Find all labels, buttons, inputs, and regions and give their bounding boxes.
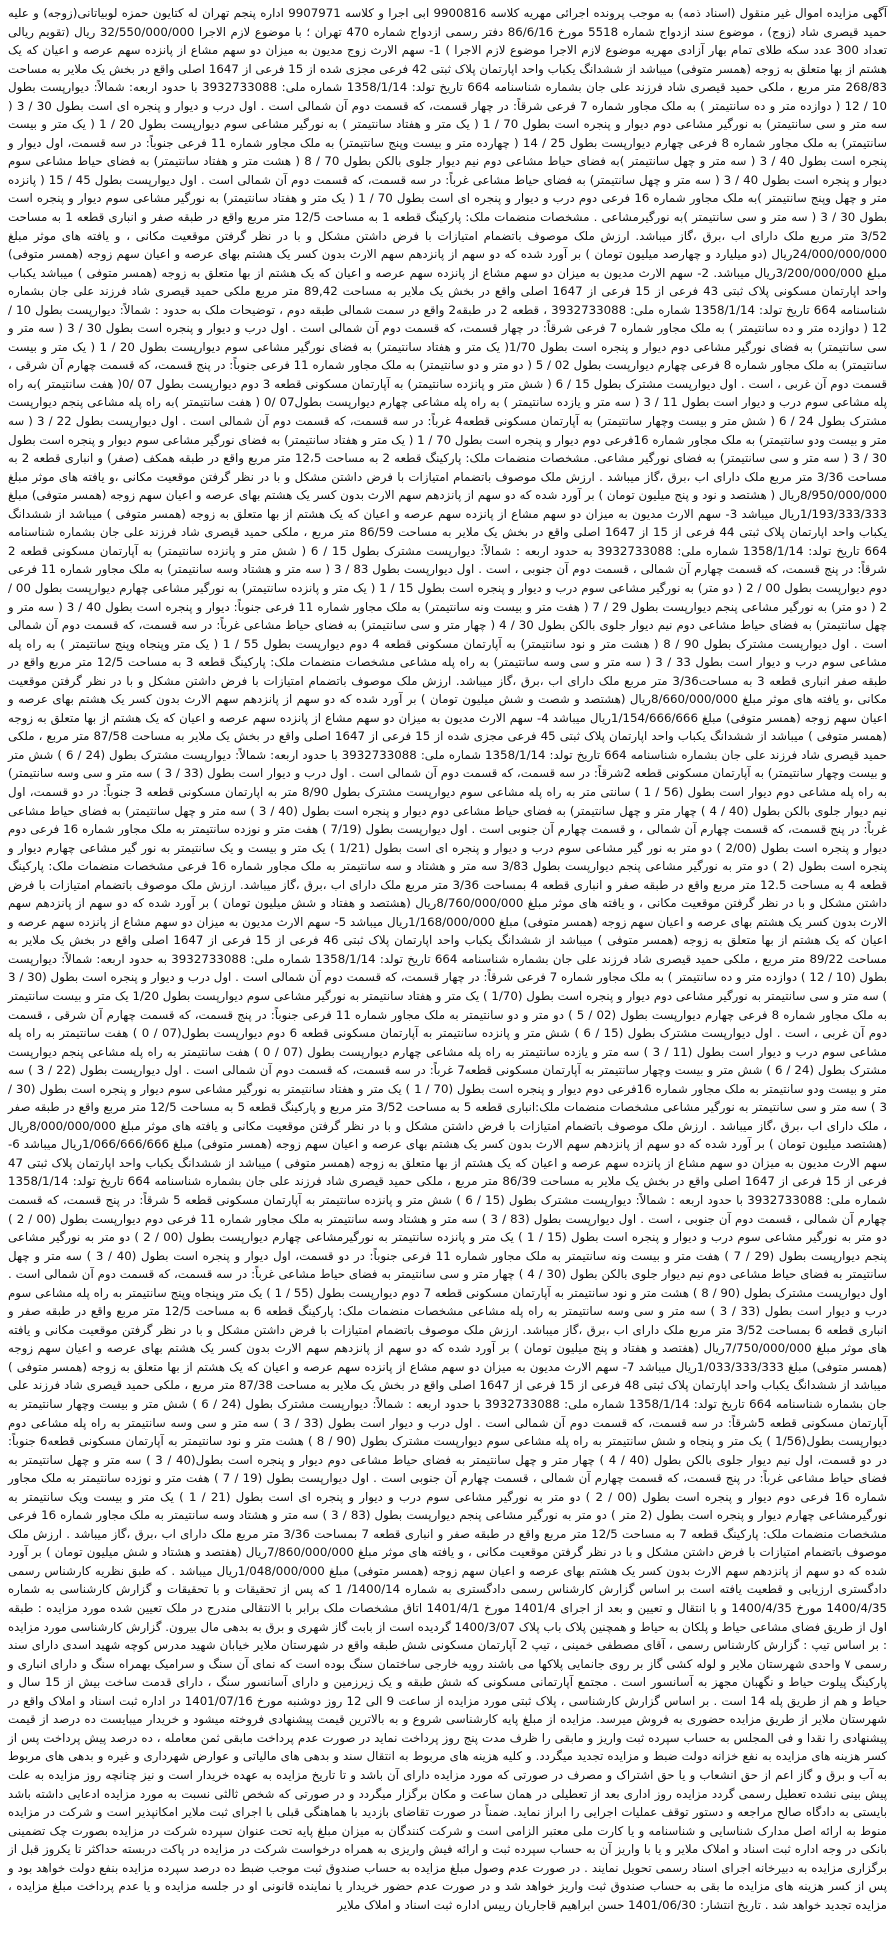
- auction-notice-body: [8, 4, 887, 1914]
- notice-paragraph-main: آگهی مزایده اموال غیر منقول (اسناد ذمه) به موجب پرونده اجرائی مهریه کلاسه 9900816 ابی اجرا و کلاسه 9907971 اداره پنجم تهران له کتایون حمزه لوبیاتانی(زوجه) و علیه حمید قیصری شاد (زوج) ، موضوع سند ازدواج شماره 5518 مورخ 86/6/16 دفتر رسمی ازدواج شماره 470 تهران ؛ با موضوع لازم الاجرا 32/550/000/000 ریال (تقویم ریالی تعداد 300 عدد سکه طلای تمام بهار آزادی مهریه موضوع لازم الاجرا موضوع لازم الاجرا ) 1- سهم الارث زوج مدیون به میزان دو سهم مشاع از پانزده سهم عرصه و اعیان که یک هشتم از بها متعلق به زوجه (همسر متوفی) میباشد از ششدانگ یکباب واحد اپارتمان پلاک ثبتی 42 فرعی مجزی شده از 15 فرعی از 1647 اصلی واقع در بخش یک ملایر به مساحت 268/83 متر مربع ، ملکی حمید قیصری شاد فرزند علی جان بشماره شناسنامه 664 تاریخ تولد: 1358/1/14 شماره ملی: 3932733088 با حدود اربعه: شمالاً: دیوارپست بطول 10 / 12 ( دوازده متر و ده سانتیمتر ) به ملک مجاور شماره 7 فرعی شرقاً: در چهار قسمت، که قسمت دوم آن شمالی است . اول درب و دیوار و پنجره ای است بطول 30 / 3 ( سه متر و سی سانتیمتر) به نورگیر مشاعی دوم دیوار و پنجره است بطول 70 / 1 ( یک متر و هفتاد سانتیمتر ) به نورگیر مشاعی سوم دیوارپست بطول 20 / 1 ( یک متر و بیست سانتیمتر) به ملک مجاور شماره 8 فرعی چهارم دیوارپست بطول 25 / 14 ( چهارده متر و بیست وپنج سانتیمتر) به ملک مجاور شماره 11 فرعی جنوباً: در سه قسمت، اول دیوار و پنجره است بطول 40 / 3 ( سه متر و چهل سانتیمتر )به فضای حیاط مشاعی دوم نیم دیوار جلوی بالکن بطول 70 / 8 ( هشت متر و هفتاد سانتیمتر) به فضای حیاط مشاعی سوم دیوار و پنجره است بطول 40 / 3 ( سه متر و چهل سانتیمتر) به فضای حیاط مشاعی غرباً: در سه قسمت، که قسمت دوم آن شمالی است . اول دیوارپست بطول 45 / 15 ( پانزده متر و چهل وپنج سانتیمتر )به ملک مجاور شماره 16 فرعی دوم درب و دیوار و پنجره ای است بطول 70 / 1 ( یک متر و هفتاد سانتیمتر) به نورگیر مشاعی سوم دیوار و پنجره است بطول 30 / 3 ( سه متر و سی سانتیمتر )به نورگیرمشاعی . مشخصات منضمات ملک: پارکینگ قطعه 1 به مساحت 12/5 متر مربع واقع در طبقه صفر و انباری قطعه 1 به مساحت 3/52 متر مربع ملک دارای اب ،برق ،گاز میباشد. ارزش ملک موصوف باتضمام امتیازات با فرض داشتن مشکل و با در نظر گرفتن موقعیت مکانی ، و یافته های موثر مبلغ 24/000/000/000ریال (دو میلیارد و چهارصد میلیون تومان ) بر آورد شده که دو سهم از پانزدهم سهم الارث بدون کسر یک هشتم بهای عرصه و اعیان سهم زوجه (همسر متوفی) مبلغ 3/200/000/000ریال میباشد. 2- سهم الارث مدیون به میزان دو سهم مشاع از پانزده سهم عرصه و اعیان که یک هشتم از بها متعلق به زوجه (همسر متوفی ) میباشد یکباب واحد اپارتمان مسکونی پلاک ثبتی 43 فرعی از 15 فرعی از 1647 اصلی واقع در بخش یک ملایر به مساحت 89,42 متر مربع ملکی حمید قیصری شاد فرزند علی جان بشماره شناسنامه 664 تاریخ تولد: 1358/1/14 شماره ملی: 3932733088 ، قطعه 2 در طبقه2 واقع در سمت شمالی طبقه دوم ، توضیحات ملک به حدود : شمالاً: دیوارپست بطول 10 / 12 ( دوازده متر و ده سانتیمتر ) به ملک مجاور شماره 7 فرعی شرقاً: در چهار قسمت، که قسمت دوم آن شمالی است . اول درب و دیوار و پنجره است بطول 30 / 3 ( سه متر و سی سانتیمتر) به فضای نورگیر مشاعی دوم دیوار و پنجره است بطول 1/70( یک متر و هفتاد سانتیمتر) به فضای نورگیر مشاعی سوم دیوارپست بطول 20 / 1 ( یک متر و بیست سانتیمتر) به ملک مجاور شماره 8 فرعی چهارم دیوارپست بطول 02 / 5 ( دو متر و دو سانتیمتر) به ملک مجاور شماره 11 فرعی جنوباً: در پنج قسمت، که قسمت چهارم آن شرقی ، قسمت دوم آن غربی ، است . اول دیوارپست مشترک بطول 15 / 6 ( شش متر و پانزده سانتیمتر) به آپارتمان مسکونی قطعه 3 دوم دیوارپست بطول 07 /0( هفت سانتیمتر )به راه پله مشاعی سوم درب و دیوار است بطول 11 / 3 ( سه متر و یازده سانتیمتر ) به راه پله مشاعی چهارم دیوارپست بطول07 /0 ( هفت سانتیمتر )به راه پله مشاعی پنجم دیوارپست مشترک بطول 24 / 6 ( شش متر و بیست وچهار سانتیمتر) به آپارتمان مسکونی قطعه4 غرباً: در سه قسمت، که قسمت دوم آن شمالی است . اول دیوارپست بطول 22 / 3 ( سه متر و بیست ودو سانتیمتر) به ملک مجاور شماره 16فرعی دوم دیوار و پنجره است بطول 70 / 1 ( یک متر و هفتاد سانتیمتر) به فضای نورگیر مشاعی سوم دیوار و پنجره است بطول 30 / 3 ( سه متر و سی سانتیمتر) به فضای نورگیر مشاعی. مشخصات منضمات ملک: پارکینگ قطعه 2 به مساحت 12،5 متر مربع واقع در طبقه همکف (صفر) و انباری قطعه 2 به مساحت 3/36 متر مربع ملک دارای اب ،برق ،گاز میباشد . ارزش ملک موصوف باتضمام امتیازات با فرض داشتن مشکل و با در نظر گرفتن موقعیت مکانی ،و یافته های موثر مبلغ 8/950/000/000ریال ( هشتصد و نود و پنج میلیون تومان ) بر آورد شده که دو سهم از پانزدهم سهم الارث بدون کسر یک هشتم بهای عرصه و اعیان سهم زوجه (همسر متوفی) مبلغ 1/193/333/333ریال میباشد 3- سهم الارث مدیون به میزان دو سهم مشاع از پانزده سهم عرصه و اعیان که یک هشتم از بها متعلق به زوجه (همسر متوفی ) میباشد از ششدانگ یکباب واحد اپارتمان پلاک ثبتی 44 فرعی از 15 از 1647 اصلی واقع در بخش یک ملایر به مساحت 86/59 متر مربع ، ملکی حمید قیصری شاد فرزند علی جان بشماره شناسنامه 664 تاریخ تولد: 1358/1/14 شماره ملی: 3932733088 به حدود اربعه : شمالاً: دیوارپست مشترک بطول 15 / 6 ( شش متر و پانزده سانتیمتر) به آپارتمان مسکونی قطعه 2 شرقاً: در پنج قسمت، که قسمت چهارم آن شمالی ، قسمت دوم آن جنوبی ، است . اول دیوارپست بطول 83 / 3 ( سه متر و هشتاد وسه سانتیمتر) به ملک مجاور شماره 11 فرعی دوم دیوارپست بطول 00 / 2 ( دو متر) به نورگیر مشاعی سوم درب و دیوار و پنجره است بطول 15 / 1 ( یک متر و پانزده سانتیمتر) به نورگیر مشاعی چهارم دیوارپست بطول 00 / 2 ( دو متر) به نورگیر مشاعی پنجم دیوارپست بطول 29 / 7 ( هفت متر و بیست ونه سانتیمتر) به ملک مجاور شماره 11 فرعی جنوباً: دیوار و پنجره است بطول 40 / 3 ( سه متر و چهل سانتیمتر) به فضای حیاط مشاعی دوم نیم دیوار جلوی بالکن بطول 30 / 4 ( چهار متر و سی سانتیمتر) به فضای حیاط مشاعی غرباً: در سه قسمت، که قسمت دوم آن شمالی است . اول دیوارپست مشترک بطول 90 / 8 ( هشت متر و نود سانتیمتر) به آپارتمان مسکونی قطعه 4 دوم دیوارپست بطول 55 / 1 ( یک متر وپنجاه وپنج سانتیمتر ) به راه پله مشاعی سوم درب و دیوار است بطول 33 / 3 ( سه متر و سی وسه سانتیمتر) به راه پله مشاعی مشخصات منضمات ملک: پارکینگ قطعه 3 به مساحت 12/5 متر مربع واقع در طبقه صفر انباری قطعه 3 به مساحت3/36 متر مربع ملک دارای اب ،برق ،گاز میباشد. ارزش ملک موصوف باتضمام امتیازات با فرض داشتن مشکل و با در نظر گرفتن موقعیت مکانی ،و یافته های موثر مبلغ 8/660/000/000ریال (هشتصد و شصت و شش میلیون تومان ) بر آورد شده که دو سهم از پانزدهم سهم الارث بدون کسر یک هشتم بهای عرصه و اعیان سهم زوجه (همسر متوفی) مبلغ 1/154/666/666ریال میباشد 4- سهم الارث مدیون به میزان دو سهم مشاع از پانزده سهم عرصه و اعیان که یک هشتم از بها متعلق به زوجه (همسر متوفی ) میباشد از ششدانگ یکباب واحد اپارتمان پلاک ثبتی 45 فرعی مجزی شده از 15 فرعی از 1647 اصلی واقع در بخش یک ملایر به مساحت 87/58 متر مربع ، ملکی حمید قیصری شاد فرزند علی جان بشماره شناسنامه 664 تاریخ تولد: 1358/1/14 شماره ملی: 3932733088 با حدود اربعه: شمالاً: دیوارپست مشترک بطول (24 / 6 ) شش متر و بیست وچهار سانتیمتر) به آپارتمان مسکونی قطعه 2شرقاً: در سه قسمت، که قسمت دوم آن شمالی است . اول درب و دیوار است بطول (33 / 3 ) سه متر و سی وسه سانتیمتر) به راه پله مشاعی دوم دیوار است بطول (56 / 1 ) سانتی متر به راه پله مشاعی سوم دیوارپست مشترک بطول 8/90 متر به اپارتمان مسکونی قطعه 3 جنوباً: در دو قسمت، اول نیم دیوار جلوی بالکن بطول (40 / 4 ) چهار متر و چهل سانتیمتر) به فضای حیاط مشاعی دوم دیوار و پنجره است بطول (40 / 3 ) سه متر و چهل سانتیمتر) به فضای حیاط مشاعی غرباً: در پنج قسمت، که قسمت چهارم آن شمالی ، و قسمت چهارم آن جنوبی است . اول دیوارپست بطول (7/19 ) هفت متر و نوزده سانتیمتر به ملک مجاور شماره 16 فرعی دوم دیوار و پنجره است بطول (2/00 ) دو متر به نور گیر مشاعی سوم درب و دیوار و پنجره ای است بطول (1/21 ) یک متر و بیست و یک سانتیمتر به نور گیر مشاعی چهارم دیوار و پنجره است بطول (2 ) دو متر به نورگیر مشاعی پنجم دیوارپست بطول 3/83 سه متر و هشتاد و سه سانتیمتر به ملک مجاور شماره 16 فرعی مشخصات منضمات ملک: پارکینگ قطعه 4 به مساحت 12.5 متر مربع واقع در طبقه صفر و انباری قطعه 4 بمساحت 3/36 متر مربع ملک دارای اب ،برق ،گاز میباشد. ارزش ملک موصوف باتضمام امتیازات با فرض داشتن مشکل و با در نظر گرفتن موقعیت مکانی ، و یافته های موثر مبلغ 8/760/000/000ریال (هشتصد و هفتاد و شش میلیون تومان ) بر آورد شده که دو سهم از پانزدهم سهم الارث بدون کسر یک هشتم بهای عرصه و اعیان سهم زوجه (همسر متوفی) مبلغ 1/168/000/000ریال میباشد 5- سهم الارث مدیون به میزان دو سهم مشاع از پانزده سهم عرصه و اعیان که یک هشتم از بها متعلق به زوجه (همسر متوفی ) میباشد از ششدانگ یکباب واحد اپارتمان پلاک ثبتی 46 فرعی از 15 فرعی از 1647 اصلی واقع در بخش یک ملایر به مساحت 89/22 متر مربع ، ملکی حمید قیصری شاد فرزند علی جان بشماره شناسنامه 664 تاریخ تولد: 1358/1/14 شماره ملی: 3932733088 به حدود اربعه: شمالاً: دیوارپست بطول (10 / 12 ) دوازده متر و ده سانتیمتر ) به ملک مجاور شماره 7 فرعی شرقاً: در چهار قسمت، که قسمت دوم آن شمالی است . اول درب و دیوار و پنجره است بطول (30 / 3 ) سه متر و سی سانتیمتر به نورگیر مشاعی دوم دیوار و پنجره است بطول (1/70 ) یک متر و هفتاد سانتیمتر به نورگیر مشاعی سوم دیوارپست بطول 1/20 یک متر و بیست سانتیمتر به ملک مجاور شماره 8 فرعی چهارم دیوارپست بطول (02 / 5 ) دو متر و دو سانتیمتر به ملک مجاور شماره 11 فرعی جنوباً: در پنج قسمت، که قسمت چهارم آن شرقی ، قسمت دوم آن غربی ، است . اول دیوارپست مشترک بطول (15 / 6 ) شش متر و پانزده سانتیمتر به آپارتمان مسکونی قطعه 6 دوم دیوارپست بطول(07 / 0 ) هفت سانتیمتر به راه پله مشاعی سوم درب و دیوار است بطول (11 / 3 ) سه متر و یازده سانتیمتر به راه پله مشاعی چهارم دیوارپست بطول (07 / 0 ) هفت سانتیمتر به راه پله مشاعی پنجم دیوارپست مشترک بطول (24 / 6 ) شش متر و بیست وچهار سانتیمتر به آپارتمان مسکونی قطعه7 غرباً: در سه قسمت، که قسمت دوم آن شمالی است . اول دیوارپست بطول (22 / 3 ) سه متر و بیست ودو سانتیمتر به ملک مجاور شماره 16فرعی دوم دیوار و پنجره است بطول (70 / 1 ) یک متر و هفتاد سانتیمتر به نورگیر مشاعی سوم دیوار و پنجره است بطول (30 / 3 ) سه متر و سی سانتیمتر به نورگیر مشاعی مشخصات منضمات ملک:انباری قطعه 5 به مساحت 3/52 متر مربع و پارکینگ قطعه 5 به مساحت 12/5 متر مربع واقع در طبقه صفر ، ملک دارای اب ،برق ،گاز میباشد . ارزش ملک موصوف باتضمام امتیازات با فرض داشتن مشکل و با در نظر گرفتن موقعیت مکانی و یافته های موثر مبلغ 8/000/000/000ریال (هشتصد میلیون تومان ) بر آورد شده که دو سهم از پانزدهم سهم الارث بدون کسر یک هشتم بهای عرصه و اعیان سهم زوجه (همسر متوفی) مبلغ 1/066/666/666ریال میباشد 6- سهم الارث مدیون به میزان دو سهم مشاع از پانزده سهم عرصه و اعیان که یک هشتم از بها متعلق به زوجه (همسر متوفی ) میباشد از ششدانگ یکباب واحد اپارتمان پلاک ثبتی 47 فرعی از 15 فرعی از 1647 اصلی واقع در بخش یک ملایر به مساحت 86/39 متر مربع ، ملکی حمید قیصری شاد فرزند علی جان بشماره شناسنامه 664 تاریخ تولد: 1358/1/14 شماره ملی: 3932733088 با حدود اربعه : شمالاً: دیوارپست مشترک بطول (15 / 6 ) شش متر و پانزده سانتیمتر به آپارتمان مسکونی قطعه 5 شرقاً: در پنج قسمت، که قسمت چهارم آن شمالی ، قسمت دوم آن جنوبی ، است . اول دیوارپست بطول (83 / 3 ) سه متر و هشتاد وسه سانتیمتر به ملک مجاور شماره 11 فرعی دوم دیوارپست بطول (00 / 2 ) دو متر به نورگیر مشاعی سوم درب و دیوار و پنجره است بطول (15 / 1 ) یک متر و پانزده سانتیمتر به نورگیرمشاعی چهارم دیوارپست بطول (00 / 2 ) دو متر به نورگیر مشاعی پنجم دیوارپست بطول (29 / 7 ) هفت متر و بیست ونه سانتیمتر به ملک مجاور شماره 11 فرعی جنوباً: در دو قسمت، اول دیوار و پنجره است بطول (40 / 3 ) سه متر و چهل سانتیمتر به فضای حیاط مشاعی دوم نیم دیوار جلوی بالکن بطول (30 / 4 ) چهار متر و سی سانتیمتر به فضای حیاط مشاعی غرباً: در سه قسمت، که قسمت دوم آن شمالی است . اول دیوارپست مشترک بطول (90 / 8 ) هشت متر و نود سانتیمتر به آپارتمان مسکونی قطعه 7 دوم دیوارپست بطول (55 / 1 ) یک متر وپنجاه وپنج سانتیمتر به راه پله مشاعی سوم درب و دیوار است بطول (33 / 3 ) سه متر و سی وسه سانتیمتر به راه پله مشاعی مشخصات منضمات ملک: پارکینگ قطعه 6 به مساحت 12/5 متر مربع واقع در طبقه صفر و انباری قطعه 6 بمساحت 3/52 متر مربع ملک دارای اب ،برق ،گاز میباشد. ارزش ملک موصوف باتضمام امتیازات با فرض داشتن مشکل و با در نظر گرفتن موقعیت مکانی و یافته های موثر مبلغ 7/750/000/000ریال (هفتصد و هفتاد و پنج میلیون تومان ) بر آورد شده که دو سهم از پانزدهم سهم الارث بدون کسر یک هشتم بهای عرصه و اعیان سهم زوجه (همسر متوفی) مبلغ 1/033/333/333ریال میباشد 7- سهم الارث مدیون به میزان دو سهم مشاع از پانزده سهم عرصه و اعیان که یک هشتم از بها متعلق به زوجه (همسر متوفی ) میباشد از ششدانگ یکباب واحد اپارتمان پلاک ثبتی 48 فرعی از 15 فرعی از 1647 اصلی واقع در بخش یک ملایر به مساحت 87/38 متر مربع ، ملکی حمید قیصری شاد فرزند علی جان بشماره شناسنامه 664 تاریخ تولد: 1358/1/14 شماره ملی: 3932733088 با حدود اربعه : شمالاً: دیوارپست مشترک بطول (24 / 6 ) شش متر و بیست وچهار سانتیمتر به آپارتمان مسکونی قطعه 5شرقاً: در سه قسمت، که قسمت دوم آن شمالی است . اول درب و دیوار است بطول (33 / 3 ) سه متر و سی وسه سانتیمتر به راه پله مشاعی دوم دیوارپست بطول(1/56 ) یک متر و پنجاه و شش سانتیمتر به راه پله مشاعی سوم دیوارپست مشترک بطول (90 / 8 ) هشت متر و نود سانتیمتر به آپارتمان مسکونی قطعه6 جنوباً: در دو قسمت، اول نیم دیوار جلوی بالکن بطول (40 / 4 ) چهار متر و چهل سانتیمتر به فضای حیاط مشاعی دوم دیوار و پنجره است بطول(40 / 3 ) سه متر و چهل سانتیمتر به فضای حیاط مشاعی غرباً: در پنج قسمت، که قسمت چهارم آن شمالی ، قسمت چهارم آن جنوبی است . اول دیوارپست بطول (19 / 7 ) هفت متر و نوزده سانتیمتر به ملک مجاور شماره 16 فرعی دوم دیوار و پنجره است بطول (00 / 2 ) دو متر به نورگیر مشاعی سوم درب و دیوار و پنجره ای است بطول (21 / 1 ) یک متر و بیست ویک سانتیمتر به نورگیرمشاعی چهارم دیوار و پنجره است بطول (2 متر ) دو متر به نورگیر مشاعی پنجم دیوارپست بطول (83 / 3 ) سه متر و هشتاد وسه سانتیمتر به ملک مجاور شماره 16 فرعی مشخصات منضمات ملک: پارکینگ قطعه 7 به مساحت 12/5 متر مربع واقع در طبقه صفر و انباری قطعه 7 بمساحت 3/36 متر مربع ملک دارای اب ،برق ،گاز میباشد . ارزش ملک موصوف باتضمام امتیازات با فرض داشتن مشکل و با در نظر گرفتن موقعیت مکانی ، و یافته های موثر مبلغ 7/860/000/000ریال (هفتصد و هشتاد و شش میلیون تومان ) بر آورد شده که دو سهم از پانزدهم سهم الارث بدون کسر یک هشتم بهای عرصه و اعیان سهم زوجه (همسر متوفی) مبلغ 1/048/000/000ریال میباشد . که طبق نظریه کارشناس رسمی دادگستری ارزیابی و قطعیت یافته است بر اساس گزارش کارشناس رسمی دادگستری به شماره 1400/14/ 1 که پس از تحقیقات و با تحقیقات و گزارش کارشناسی به شماره 1400/4/35 مورخ 1400/4/35 و با انتقال و تعیین و بعد از اجرای 1401/4 مورخ 1401/4/1 اتاق مشخصات ملک برابر با الانتقالی مندرج در ملک تعیین شده مورد مزایده : طبقه اول از طریق فضای مشاعی حیاط و پلکان به حیاط و همچنین پلاک باب پلاک 1400/3/07 گردیده است از بابت گاز شهری و برق به بدهی مال بیرون. گزارش کارشناسی مورد مزایده : بر اساس تیپ : گزارش کارشناس رسمی ، آقای مصطفی خمینی ، تیپ 2 آپارتمان مسکونی شش طبقه واقع در شهرستان ملایر خیابان شهید مدرس کوچه شهید اسدی دارای سند رسمی ۷ واحدی شهرستان ملایر و لوله کشی گاز بر روی جانمایی پلاکها می باشند رویه خارجی ساختمان سنگ بوده است که نمای آن سنگ و سرامیک بهمراه سنگ و دارای انباری و پارکینگ پیلوت حیاط و نگهبان مجهز به آسانسور است . مجتمع آپارتمانی مسکونی که شش طبقه و یک زیرزمین و دارای آسانسور سنگ ، دارای قدمت ساخت بیش از 15 سال و حیاط و هم از طریق پله 14 است .: [8, 6, 888, 1708]
- notice-paragraph-terms: بر اساس گزارش کارشناسی ، پلاک ثبتی مورد مزایده از ساعت 9 الی 12 روز دوشنبه مورخ 1401/07/16 در اداره ثبت اسناد و املاک واقع در شهرستان ملایر از طریق مزایده حضوری به فروش میرسد. مزایده از مبلغ پایه کارشناسی شروع و به بالاترین قیمت پیشنهادی فروخته میشود و خریدار میبایست ده درصد از قیمت پیشنهادی را نقدا و فی المجلس به حساب سپرده ثبت واریز و مابقی را ظرف مدت پنج روز پرداخت نماید در صورت عدم پرداخت مابقی ثمن معامله ، ده درصد پیش پرداخت پس از کسر هزینه های مزایده به نفع خزانه دولت ضبط و مزایده تجدید میگردد. و کلیه هزینه های مربوط به انتقال سند و بدهی های مالیاتی و عوارض شهرداری و غیره و بدهی های مربوط به آب و برق و گاز اعم از حق انشعاب و یا حق اشتراک و مصرف در صورتی که مورد مزایده دارای آن باشد و تا تاریخ مزایده به عهده خریدار است و نیز چنانچه روز مزایده به علت پیش بینی نشده تعطیل رسمی گردد مزایده روز اداری بعد از تعطیلی در همان ساعت و مکان برگزار میگردد و در صورتی که شخص ثالثی نسبت به مورد مزایده ادعایی داشته باشد بایستی به دادگاه صالح مراجعه و دستور توقف عملیات اجرایی را ابراز نماید. ضمناً در صورت تقاضای بازدید با هماهنگی قبلی با اجرای ثبت ملایر امکانپذیر است و شرکت در مزایده منوط به ارائه اصل مدارک شناسایی و شناسنامه و یا کارت ملی معتبر الزامی است و شرکت کنندگان به میزان مبلغ پایه تحت عنوان سپرده شرکت در مزایده بصورت چک تضمینی بانکی در وجه اداره ثبت اسناد و املاک ملایر و یا با واریز آن به حساب سپرده ثبت و ارائه فیش واریزی به همراه درخواست شرکت در مزایده در پاکت دربسته حداکثر تا یکروز قبل از برگزاری مزایده به دبیرخانه اجرای اسناد رسمی تحویل نمایند . در صورت عدم وصول مبلغ مزایده به حساب صندوق ثبت موجب ضبط ده درصد سپرده مزایده بنفع دولت خواهد بود و پس از کسر هزینه های مزایده ما بقی به حساب صندوق ثبت واریز خواهد شد و در صورت عدم حضور خریدار یا نماینده قانونی او در جلسه مزایده و یا عدم پرداخت مبلغ مزایده ، مزایده تجدید خواهد شد . تاریخ انتشار: 1401/06/30 حسن ابراهیم قاجاریان رییس اداره ثبت اسناد و املاک ملایر: [8, 1693, 887, 1912]
